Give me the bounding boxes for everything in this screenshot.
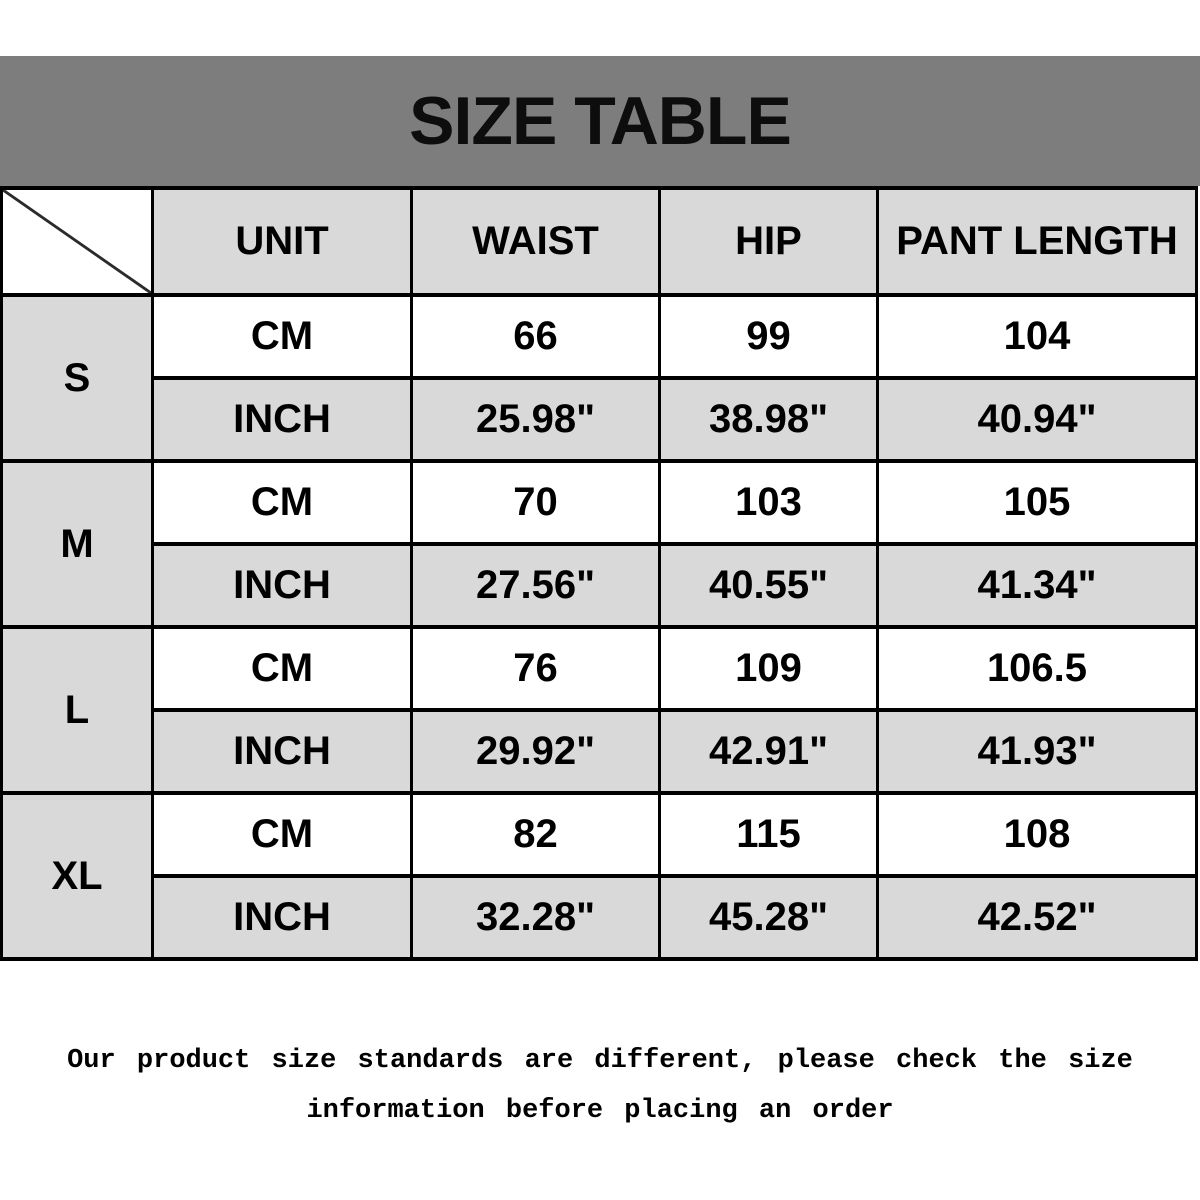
unit-label-s-inch: INCH	[153, 378, 412, 461]
cell-m-cm-waist: 70	[412, 461, 660, 544]
cell-m-cm-pant-length: 105	[878, 461, 1197, 544]
table-row-m-cm	[2, 461, 1197, 544]
size-disclaimer-line-1: Our product size standards are different, please check the size	[67, 1046, 1133, 1076]
size-table	[0, 186, 1198, 961]
cell-s-inch-pant-length: 40.94"	[878, 378, 1197, 461]
size-label-l: L	[2, 627, 153, 793]
table-row-s-cm	[2, 295, 1197, 378]
cell-l-inch-waist: 29.92"	[412, 710, 660, 793]
unit-label-m-inch: INCH	[153, 544, 412, 627]
cell-m-inch-waist: 27.56"	[412, 544, 660, 627]
cell-xl-inch-pant-length: 42.52"	[878, 876, 1197, 959]
table-row-l-cm	[2, 627, 1197, 710]
unit-label-xl-inch: INCH	[153, 876, 412, 959]
cell-m-cm-hip: 103	[660, 461, 878, 544]
table-header-row	[2, 188, 1197, 295]
table-row-s-inch	[2, 378, 1197, 461]
cell-m-inch-hip: 40.55"	[660, 544, 878, 627]
unit-label-l-cm: CM	[153, 627, 412, 710]
unit-label-xl-cm: CM	[153, 793, 412, 876]
cell-s-cm-waist: 66	[412, 295, 660, 378]
title-banner	[0, 56, 1200, 186]
header-cell-hip: HIP	[660, 188, 878, 295]
cell-s-inch-hip: 38.98"	[660, 378, 878, 461]
size-disclaimer-line-2: information before placing an order	[306, 1096, 894, 1126]
cell-s-cm-pant-length: 104	[878, 295, 1197, 378]
cell-l-inch-pant-length: 41.93"	[878, 710, 1197, 793]
diagonal-header-cell	[2, 188, 153, 295]
cell-xl-cm-pant-length: 108	[878, 793, 1197, 876]
cell-m-inch-pant-length: 41.34"	[878, 544, 1197, 627]
table-row-xl-cm	[2, 793, 1197, 876]
unit-label-s-cm: CM	[153, 295, 412, 378]
unit-label-l-inch: INCH	[153, 710, 412, 793]
cell-xl-inch-waist: 32.28"	[412, 876, 660, 959]
cell-l-inch-hip: 42.91"	[660, 710, 878, 793]
size-label-xl: XL	[2, 793, 153, 959]
page-title: SIZE TABLE	[409, 83, 791, 159]
header-cell-pant-length: PANT LENGTH	[878, 188, 1197, 295]
cell-l-cm-hip: 109	[660, 627, 878, 710]
cell-xl-inch-hip: 45.28"	[660, 876, 878, 959]
size-label-m: M	[2, 461, 153, 627]
unit-label-m-cm: CM	[153, 461, 412, 544]
table-row-m-inch	[2, 544, 1197, 627]
size-disclaimer	[0, 1036, 1200, 1136]
header-cell-unit: UNIT	[153, 188, 412, 295]
table-row-l-inch	[2, 710, 1197, 793]
diagonal-divider-icon	[3, 190, 151, 293]
cell-xl-cm-waist: 82	[412, 793, 660, 876]
header-cell-waist: WAIST	[412, 188, 660, 295]
cell-l-cm-waist: 76	[412, 627, 660, 710]
cell-s-inch-waist: 25.98"	[412, 378, 660, 461]
cell-xl-cm-hip: 115	[660, 793, 878, 876]
cell-l-cm-pant-length: 106.5	[878, 627, 1197, 710]
table-row-xl-inch	[2, 876, 1197, 959]
cell-s-cm-hip: 99	[660, 295, 878, 378]
size-label-s: S	[2, 295, 153, 461]
